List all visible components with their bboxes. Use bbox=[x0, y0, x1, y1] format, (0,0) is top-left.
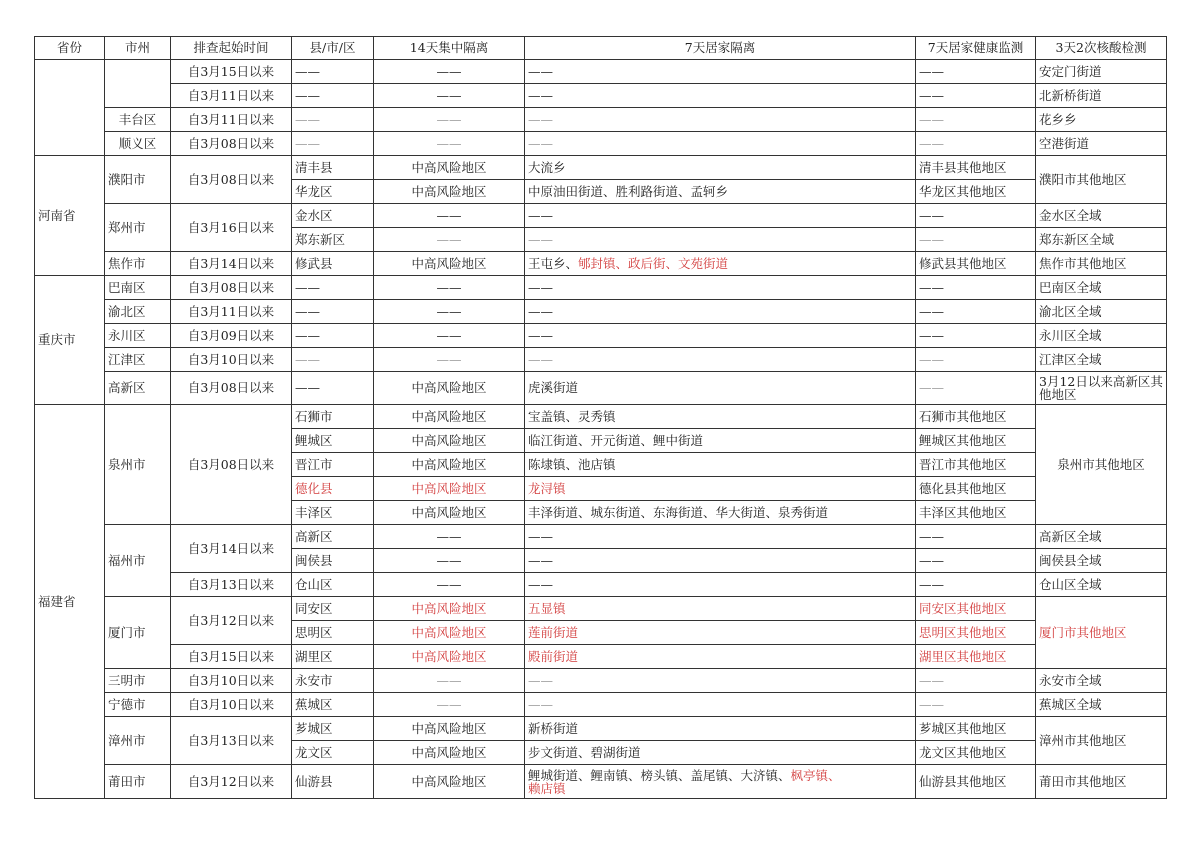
home-isolation: —— bbox=[525, 60, 916, 84]
county: —— bbox=[292, 300, 374, 324]
home-isolation-text: 鲤城街道、鲤南镇、榜头镇、盖尾镇、大济镇、 bbox=[528, 767, 791, 783]
isolation-14: —— bbox=[374, 693, 525, 717]
isolation-14: —— bbox=[374, 573, 525, 597]
home-isolation: 殿前街道 bbox=[525, 645, 916, 669]
start-date: 自3月15日以来 bbox=[171, 60, 292, 84]
header-city: 市州 bbox=[105, 37, 171, 60]
testing: 永川区全域 bbox=[1036, 324, 1167, 348]
county: —— bbox=[292, 276, 374, 300]
city: 郑州市 bbox=[105, 204, 171, 252]
county: 高新区 bbox=[292, 525, 374, 549]
home-isolation: 中原油田街道、胜利路街道、孟轲乡 bbox=[525, 180, 916, 204]
city: 巴南区 bbox=[105, 276, 171, 300]
isolation-14: —— bbox=[374, 276, 525, 300]
table-row bbox=[35, 300, 1167, 324]
home-isolation: —— bbox=[525, 525, 916, 549]
county: 思明区 bbox=[292, 621, 374, 645]
isolation-14: 中高风险地区 bbox=[374, 453, 525, 477]
county: 晋江市 bbox=[292, 453, 374, 477]
header-start-date: 排查起始时间 bbox=[171, 37, 292, 60]
table-row bbox=[35, 765, 1167, 799]
isolation-14: —— bbox=[374, 204, 525, 228]
home-isolation: —— bbox=[525, 276, 916, 300]
county: 清丰县 bbox=[292, 156, 374, 180]
home-isolation-new-text: 枫亭镇、 bbox=[790, 767, 841, 783]
county: 德化县 bbox=[292, 477, 374, 501]
isolation-14: —— bbox=[374, 669, 525, 693]
table-row bbox=[35, 405, 1167, 429]
county: —— bbox=[292, 60, 374, 84]
start-date: 自3月15日以来 bbox=[171, 645, 292, 669]
testing: 泉州市其他地区 bbox=[1036, 405, 1167, 525]
city: 顺义区 bbox=[105, 132, 171, 156]
isolation-14: —— bbox=[374, 108, 525, 132]
table-row bbox=[35, 156, 1167, 180]
city: 漳州市 bbox=[105, 717, 171, 765]
city: 三明市 bbox=[105, 669, 171, 693]
monitoring: —— bbox=[916, 348, 1036, 372]
isolation-14: —— bbox=[374, 324, 525, 348]
testing: 巴南区全域 bbox=[1036, 276, 1167, 300]
table-row bbox=[35, 372, 1167, 405]
monitoring: 思明区其他地区 bbox=[916, 621, 1036, 645]
isolation-14: —— bbox=[374, 228, 525, 252]
start-date: 自3月10日以来 bbox=[171, 348, 292, 372]
province: 福建省 bbox=[35, 405, 105, 799]
home-isolation: —— bbox=[525, 84, 916, 108]
monitoring: —— bbox=[916, 300, 1036, 324]
monitoring: —— bbox=[916, 60, 1036, 84]
home-isolation: 临江街道、开元街道、鲤中街道 bbox=[525, 429, 916, 453]
isolation-14: —— bbox=[374, 525, 525, 549]
county: 仙游县 bbox=[292, 765, 374, 799]
county: 蕉城区 bbox=[292, 693, 374, 717]
monitoring: 同安区其他地区 bbox=[916, 597, 1036, 621]
home-isolation-new-text: 赖店镇 bbox=[528, 780, 566, 796]
testing: 3月12日以来高新区其他地区 bbox=[1036, 372, 1167, 405]
home-isolation: —— bbox=[525, 324, 916, 348]
header-row bbox=[35, 37, 1167, 60]
monitoring: 仙游县其他地区 bbox=[916, 765, 1036, 799]
isolation-14: 中高风险地区 bbox=[374, 180, 525, 204]
county: 金水区 bbox=[292, 204, 374, 228]
home-isolation: 龙浔镇 bbox=[525, 477, 916, 501]
monitoring: —— bbox=[916, 693, 1036, 717]
county: —— bbox=[292, 108, 374, 132]
city: 莆田市 bbox=[105, 765, 171, 799]
monitoring: 石狮市其他地区 bbox=[916, 405, 1036, 429]
risk-area-table bbox=[34, 36, 1167, 799]
home-isolation: —— bbox=[525, 204, 916, 228]
monitoring: —— bbox=[916, 228, 1036, 252]
isolation-14: 中高风险地区 bbox=[374, 621, 525, 645]
monitoring: 湖里区其他地区 bbox=[916, 645, 1036, 669]
testing: 高新区全域 bbox=[1036, 525, 1167, 549]
isolation-14: 中高风险地区 bbox=[374, 765, 525, 799]
start-date: 自3月08日以来 bbox=[171, 276, 292, 300]
start-date: 自3月12日以来 bbox=[171, 597, 292, 645]
start-date: 自3月08日以来 bbox=[171, 405, 292, 525]
province-cell-blank bbox=[35, 60, 105, 156]
isolation-14: 中高风险地区 bbox=[374, 372, 525, 405]
isolation-14: 中高风险地区 bbox=[374, 741, 525, 765]
isolation-14: —— bbox=[374, 84, 525, 108]
table-row bbox=[35, 597, 1167, 621]
isolation-14: 中高风险地区 bbox=[374, 477, 525, 501]
table-row bbox=[35, 84, 1167, 108]
home-isolation-text: 王屯乡、 bbox=[528, 255, 579, 271]
monitoring: 芗城区其他地区 bbox=[916, 717, 1036, 741]
testing: 莆田市其他地区 bbox=[1036, 765, 1167, 799]
monitoring: —— bbox=[916, 525, 1036, 549]
county: —— bbox=[292, 324, 374, 348]
city: 江津区 bbox=[105, 348, 171, 372]
isolation-14: 中高风险地区 bbox=[374, 405, 525, 429]
province: 重庆市 bbox=[35, 276, 105, 405]
header-7day-home-isolation: 7天居家隔离 bbox=[525, 37, 916, 60]
testing: 安定门街道 bbox=[1036, 60, 1167, 84]
table-row bbox=[35, 573, 1167, 597]
city: 宁德市 bbox=[105, 693, 171, 717]
city: 永川区 bbox=[105, 324, 171, 348]
header-7day-monitoring: 7天居家健康监测 bbox=[916, 37, 1036, 60]
table-row bbox=[35, 132, 1167, 156]
header-county: 县/市/区 bbox=[292, 37, 374, 60]
testing: 永安市全域 bbox=[1036, 669, 1167, 693]
table-row bbox=[35, 108, 1167, 132]
start-date: 自3月12日以来 bbox=[171, 765, 292, 799]
home-isolation: —— bbox=[525, 132, 916, 156]
start-date: 自3月14日以来 bbox=[171, 525, 292, 573]
home-isolation: 五显镇 bbox=[525, 597, 916, 621]
start-date: 自3月08日以来 bbox=[171, 132, 292, 156]
testing: 郑东新区全域 bbox=[1036, 228, 1167, 252]
monitoring: 修武县其他地区 bbox=[916, 252, 1036, 276]
start-date: 自3月11日以来 bbox=[171, 84, 292, 108]
home-isolation bbox=[525, 765, 916, 799]
start-date: 自3月13日以来 bbox=[171, 573, 292, 597]
county: 永安市 bbox=[292, 669, 374, 693]
home-isolation: —— bbox=[525, 573, 916, 597]
isolation-14: —— bbox=[374, 348, 525, 372]
isolation-14: 中高风险地区 bbox=[374, 645, 525, 669]
monitoring: 德化县其他地区 bbox=[916, 477, 1036, 501]
header-testing: 3天2次核酸检测 bbox=[1036, 37, 1167, 60]
city: 福州市 bbox=[105, 525, 171, 597]
home-isolation-new-text: 郇封镇、政后街、文苑街道 bbox=[578, 255, 729, 271]
city: 厦门市 bbox=[105, 597, 171, 669]
county: 华龙区 bbox=[292, 180, 374, 204]
start-date: 自3月11日以来 bbox=[171, 108, 292, 132]
isolation-14: —— bbox=[374, 60, 525, 84]
monitoring: —— bbox=[916, 204, 1036, 228]
start-date: 自3月10日以来 bbox=[171, 693, 292, 717]
table-row bbox=[35, 693, 1167, 717]
home-isolation: 丰泽街道、城东街道、东海街道、华大街道、泉秀街道 bbox=[525, 501, 916, 525]
table-row bbox=[35, 252, 1167, 276]
isolation-14: —— bbox=[374, 549, 525, 573]
county: 龙文区 bbox=[292, 741, 374, 765]
isolation-14: 中高风险地区 bbox=[374, 597, 525, 621]
header-14day-isolation: 14天集中隔离 bbox=[374, 37, 525, 60]
isolation-14: 中高风险地区 bbox=[374, 501, 525, 525]
table-row bbox=[35, 60, 1167, 84]
testing: 焦作市其他地区 bbox=[1036, 252, 1167, 276]
isolation-14: 中高风险地区 bbox=[374, 717, 525, 741]
home-isolation: —— bbox=[525, 108, 916, 132]
start-date: 自3月10日以来 bbox=[171, 669, 292, 693]
start-date: 自3月13日以来 bbox=[171, 717, 292, 765]
monitoring: —— bbox=[916, 132, 1036, 156]
county: 同安区 bbox=[292, 597, 374, 621]
table-row bbox=[35, 276, 1167, 300]
isolation-14: 中高风险地区 bbox=[374, 156, 525, 180]
home-isolation: —— bbox=[525, 549, 916, 573]
isolation-14: —— bbox=[374, 132, 525, 156]
monitoring: —— bbox=[916, 549, 1036, 573]
city: 渝北区 bbox=[105, 300, 171, 324]
start-date: 自3月08日以来 bbox=[171, 372, 292, 405]
monitoring: —— bbox=[916, 84, 1036, 108]
county: 丰泽区 bbox=[292, 501, 374, 525]
county: —— bbox=[292, 348, 374, 372]
testing: 花乡乡 bbox=[1036, 108, 1167, 132]
home-isolation: —— bbox=[525, 348, 916, 372]
table-row bbox=[35, 525, 1167, 549]
testing: 北新桥街道 bbox=[1036, 84, 1167, 108]
county: —— bbox=[292, 84, 374, 108]
home-isolation: 步文街道、碧湖街道 bbox=[525, 741, 916, 765]
testing: 空港街道 bbox=[1036, 132, 1167, 156]
city-cell-blank bbox=[105, 60, 171, 108]
home-isolation: 大流乡 bbox=[525, 156, 916, 180]
start-date: 自3月09日以来 bbox=[171, 324, 292, 348]
home-isolation bbox=[525, 252, 916, 276]
start-date: 自3月16日以来 bbox=[171, 204, 292, 252]
testing: 渝北区全域 bbox=[1036, 300, 1167, 324]
testing: 仓山区全域 bbox=[1036, 573, 1167, 597]
county: 仓山区 bbox=[292, 573, 374, 597]
county: 鲤城区 bbox=[292, 429, 374, 453]
monitoring: 龙文区其他地区 bbox=[916, 741, 1036, 765]
header-province: 省份 bbox=[35, 37, 105, 60]
testing: 漳州市其他地区 bbox=[1036, 717, 1167, 765]
county: 郑东新区 bbox=[292, 228, 374, 252]
testing: 厦门市其他地区 bbox=[1036, 597, 1167, 669]
start-date: 自3月08日以来 bbox=[171, 156, 292, 204]
risk-area-table-sheet bbox=[34, 36, 1167, 799]
county: —— bbox=[292, 372, 374, 405]
table-row bbox=[35, 324, 1167, 348]
monitoring: 华龙区其他地区 bbox=[916, 180, 1036, 204]
home-isolation: —— bbox=[525, 228, 916, 252]
county: —— bbox=[292, 132, 374, 156]
county: 石狮市 bbox=[292, 405, 374, 429]
table-row bbox=[35, 717, 1167, 741]
city: 焦作市 bbox=[105, 252, 171, 276]
monitoring: —— bbox=[916, 573, 1036, 597]
monitoring: 丰泽区其他地区 bbox=[916, 501, 1036, 525]
home-isolation: 莲前街道 bbox=[525, 621, 916, 645]
home-isolation: —— bbox=[525, 300, 916, 324]
county: 芗城区 bbox=[292, 717, 374, 741]
testing: 金水区全域 bbox=[1036, 204, 1167, 228]
city: 高新区 bbox=[105, 372, 171, 405]
county: 闽侯县 bbox=[292, 549, 374, 573]
home-isolation: 虎溪街道 bbox=[525, 372, 916, 405]
city: 濮阳市 bbox=[105, 156, 171, 204]
monitoring: —— bbox=[916, 669, 1036, 693]
testing: 江津区全域 bbox=[1036, 348, 1167, 372]
isolation-14: 中高风险地区 bbox=[374, 252, 525, 276]
monitoring: —— bbox=[916, 108, 1036, 132]
monitoring: —— bbox=[916, 276, 1036, 300]
county: 修武县 bbox=[292, 252, 374, 276]
monitoring: —— bbox=[916, 372, 1036, 405]
home-isolation: 陈埭镇、池店镇 bbox=[525, 453, 916, 477]
home-isolation: —— bbox=[525, 669, 916, 693]
province: 河南省 bbox=[35, 156, 105, 276]
table-row bbox=[35, 204, 1167, 228]
testing: 闽侯县全域 bbox=[1036, 549, 1167, 573]
home-isolation: 新桥街道 bbox=[525, 717, 916, 741]
table-row bbox=[35, 669, 1167, 693]
home-isolation: 宝盖镇、灵秀镇 bbox=[525, 405, 916, 429]
monitoring: 清丰县其他地区 bbox=[916, 156, 1036, 180]
monitoring: 鲤城区其他地区 bbox=[916, 429, 1036, 453]
start-date: 自3月14日以来 bbox=[171, 252, 292, 276]
monitoring: —— bbox=[916, 324, 1036, 348]
testing: 蕉城区全域 bbox=[1036, 693, 1167, 717]
city: 丰台区 bbox=[105, 108, 171, 132]
table-row bbox=[35, 645, 1167, 669]
testing: 濮阳市其他地区 bbox=[1036, 156, 1167, 204]
isolation-14: —— bbox=[374, 300, 525, 324]
isolation-14: 中高风险地区 bbox=[374, 429, 525, 453]
home-isolation: —— bbox=[525, 693, 916, 717]
city: 泉州市 bbox=[105, 405, 171, 525]
table-row bbox=[35, 348, 1167, 372]
start-date: 自3月11日以来 bbox=[171, 300, 292, 324]
county: 湖里区 bbox=[292, 645, 374, 669]
monitoring: 晋江市其他地区 bbox=[916, 453, 1036, 477]
